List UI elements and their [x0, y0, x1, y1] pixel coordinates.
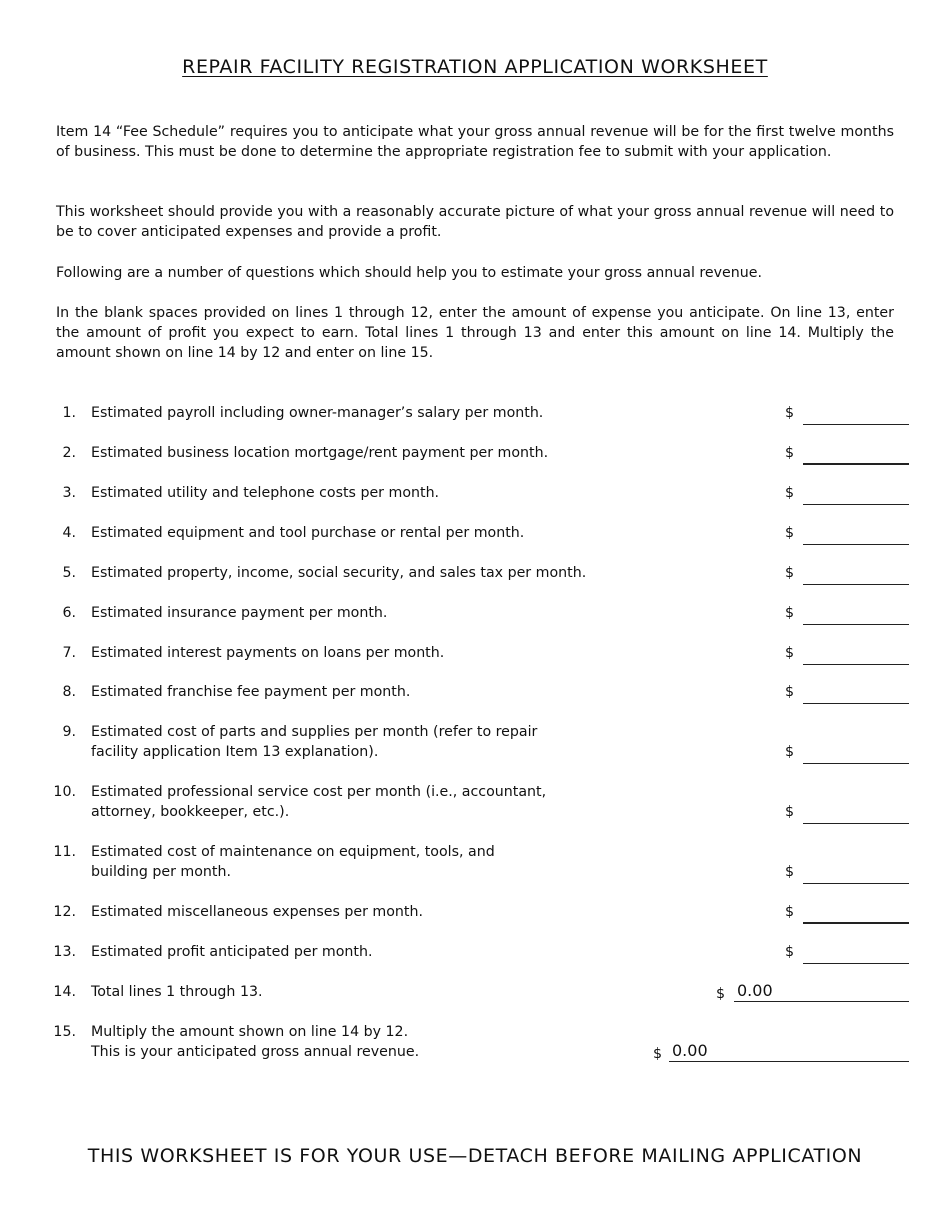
page-title: REPAIR FACILITY REGISTRATION APPLICATION WORKSHEET — [182, 56, 768, 78]
line-label: Estimated business location mortgage/rent payment per month. — [91, 445, 549, 461]
dollar-sign: $ — [785, 944, 795, 960]
dollar-sign: $ — [653, 1046, 663, 1062]
dollar-sign: $ — [785, 445, 795, 461]
dollar-sign: $ — [785, 565, 795, 581]
intro-paragraph-4: In the blank spaces provided on lines 1 through 12, enter the amount of expense you anticipate. On line 13, enter the amount of profit you expect to earn. Total lines 1 through 13 and enter this amount on line 14. Multiply the amount shown on line 14 by 12 and enter on line 15. — [56, 305, 894, 361]
amount-input-line-9[interactable] — [803, 763, 909, 764]
line-label-continued: building per month. — [91, 864, 231, 880]
dollar-sign: $ — [785, 864, 795, 880]
line-label: Estimated professional service cost per month (i.e., accountant, — [91, 784, 547, 800]
amount-input-line-8[interactable] — [803, 703, 909, 704]
line-number: 15. — [53, 1024, 76, 1040]
line-label: Estimated interest payments on loans per month. — [91, 645, 445, 661]
line-label-continued: attorney, bookkeeper, etc.). — [91, 804, 290, 820]
amount-input-line-6[interactable] — [803, 624, 909, 625]
amount-input-line-7[interactable] — [803, 664, 909, 665]
line-number: 7. — [62, 645, 76, 661]
line-number: 13. — [53, 944, 76, 960]
line-label: Estimated cost of maintenance on equipment, tools, and — [91, 844, 495, 860]
annual-revenue-field[interactable]: 0.00 — [669, 1042, 909, 1062]
line-number: 9. — [62, 724, 76, 740]
line-label: Estimated insurance payment per month. — [91, 605, 388, 621]
dollar-sign: $ — [785, 405, 795, 421]
line-number: 14. — [53, 984, 76, 1000]
dollar-sign: $ — [785, 744, 795, 760]
amount-input-line-10[interactable] — [803, 823, 909, 824]
detach-notice: THIS WORKSHEET IS FOR YOUR USE—DETACH BEFORE MAILING APPLICATION — [87, 1145, 863, 1167]
line-label-continued: This is your anticipated gross annual revenue. — [91, 1044, 420, 1060]
dollar-sign: $ — [716, 986, 726, 1002]
dollar-sign: $ — [785, 485, 795, 501]
dollar-sign: $ — [785, 605, 795, 621]
amount-input-line-3[interactable] — [803, 504, 909, 505]
line-number: 10. — [53, 784, 76, 800]
line-label-continued: facility application Item 13 explanation). — [91, 744, 379, 760]
amount-input-line-1[interactable] — [803, 424, 909, 425]
dollar-sign: $ — [785, 904, 795, 920]
line-label: Estimated equipment and tool purchase or rental per month. — [91, 525, 525, 541]
line-label: Estimated franchise fee payment per month. — [91, 684, 411, 700]
amount-input-line-11[interactable] — [803, 883, 909, 884]
line-label: Estimated miscellaneous expenses per month. — [91, 904, 423, 920]
line-number: 6. — [62, 605, 76, 621]
line-label: Estimated property, income, social security, and sales tax per month. — [91, 565, 587, 581]
intro-paragraph-1: Item 14 “Fee Schedule” requires you to anticipate what your gross annual revenue will be for the first twelve months of business. This must be done to determine the appropriate registration fee to submit with your application. — [56, 124, 894, 160]
dollar-sign: $ — [785, 684, 795, 700]
line-number: 3. — [62, 485, 76, 501]
amount-input-line-5[interactable] — [803, 584, 909, 585]
intro-paragraph-3: Following are a number of questions which should help you to estimate your gross annual revenue. — [56, 265, 762, 281]
line-number: 4. — [62, 525, 76, 541]
line-label: Estimated payroll including owner-manager’s salary per month. — [91, 405, 544, 421]
intro-paragraph-2: This worksheet should provide you with a reasonably accurate picture of what your gross annual revenue will need to be to cover anticipated expenses and provide a profit. — [56, 204, 894, 240]
line-number: 1. — [62, 405, 76, 421]
dollar-sign: $ — [785, 525, 795, 541]
line-label: Multiply the amount shown on line 14 by 12. — [91, 1024, 409, 1040]
line-number: 11. — [53, 844, 76, 860]
dollar-sign: $ — [785, 645, 795, 661]
line-label: Estimated cost of parts and supplies per month (refer to repair — [91, 724, 538, 740]
total-amount-field[interactable]: 0.00 — [734, 982, 909, 1002]
amount-input-line-2[interactable] — [803, 463, 909, 465]
amount-input-line-4[interactable] — [803, 544, 909, 545]
line-number: 8. — [62, 684, 76, 700]
line-label: Estimated utility and telephone costs per month. — [91, 485, 440, 501]
line-label: Estimated profit anticipated per month. — [91, 944, 373, 960]
line-label: Total lines 1 through 13. — [91, 984, 263, 1000]
amount-input-line-13[interactable] — [803, 963, 909, 964]
amount-input-line-12[interactable] — [803, 922, 909, 924]
line-number: 2. — [62, 445, 76, 461]
line-number: 12. — [53, 904, 76, 920]
line-number: 5. — [62, 565, 76, 581]
dollar-sign: $ — [785, 804, 795, 820]
